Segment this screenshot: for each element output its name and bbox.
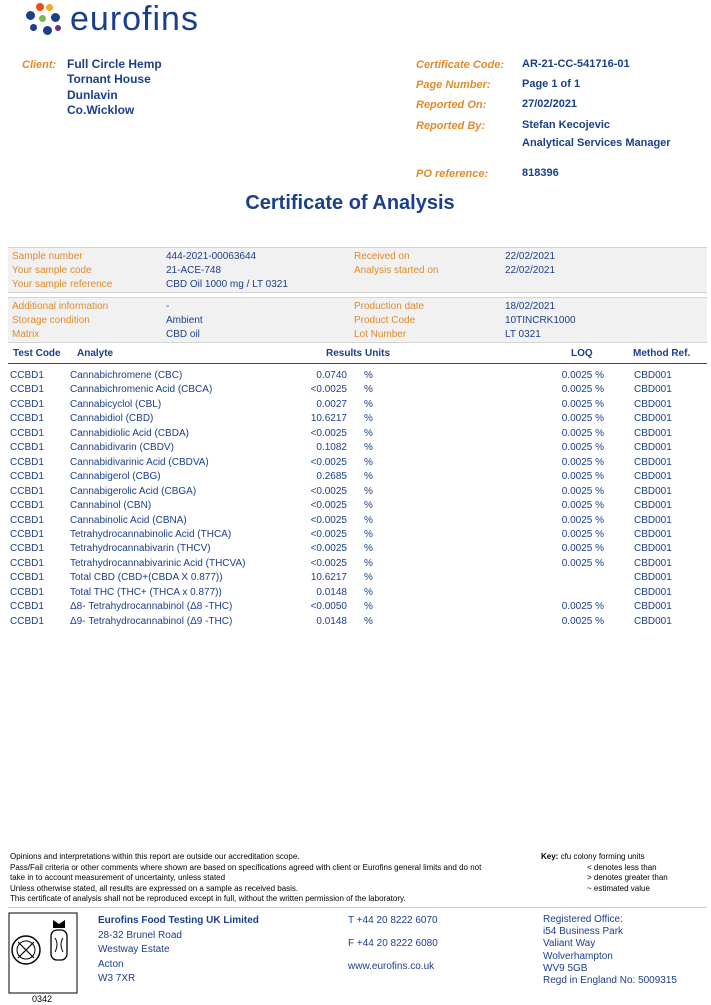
page-title: Certificate of Analysis: [245, 192, 455, 214]
result-analyte: Cannabidivarinic Acid (CBDVA): [70, 456, 209, 468]
info-value: 21-ACE-748: [166, 265, 222, 276]
result-unit: %: [364, 370, 373, 381]
disclaimer-line: Opinions and interpretations within this report are outside our accreditation scope.: [10, 852, 300, 861]
result-test-code: CCBD1: [10, 427, 44, 439]
result-method-ref: CBD001: [634, 471, 672, 483]
result-loq: 0.0025 %: [561, 615, 604, 627]
client-address: [67, 57, 162, 118]
registered-line: i54 Business Park: [543, 926, 624, 938]
reported-by: Stefan Kecojevic: [522, 119, 611, 131]
info-label: Matrix: [12, 329, 40, 340]
disclaimer-line: Pass/Fail criteria or other comments where shown are based on specifications agreed with client or Eurofins general limits and do not: [10, 862, 482, 872]
key-item: > denotes greater than: [587, 873, 668, 882]
result-method-ref: CBD001: [634, 601, 672, 613]
info-label: Production date: [354, 301, 425, 312]
certificate-code-label: Certificate Code:: [416, 59, 505, 71]
result-value: 0.1082: [316, 442, 347, 454]
info-row: [8, 315, 707, 329]
result-unit: %: [364, 456, 373, 468]
client-line: Dunlavin: [67, 87, 118, 102]
result-test-code: CCBD1: [10, 471, 44, 483]
result-method-ref: CBD001: [634, 528, 672, 540]
registered-line: Wolverhampton: [543, 950, 613, 962]
table-row: [0, 471, 711, 485]
table-row: [0, 399, 711, 413]
footer-registered-office: [543, 914, 677, 987]
header-results: Results: [326, 348, 363, 359]
result-analyte: Cannabinol (CBN): [70, 500, 152, 512]
result-test-code: CCBD1: [10, 514, 44, 526]
result-value: <0.0025: [310, 384, 347, 396]
table-row: [0, 543, 711, 557]
table-row: [0, 413, 711, 427]
result-method-ref: CBD001: [634, 485, 672, 497]
info-value: 444-2021-00063644: [166, 251, 257, 262]
result-value: 0.2685: [316, 471, 347, 483]
info-row: [8, 329, 707, 343]
result-value: <0.0025: [310, 485, 347, 497]
result-test-code: CCBD1: [10, 586, 44, 598]
registered-line: Regd in England No: 5009315: [543, 975, 677, 987]
result-loq: 0.0025 %: [561, 528, 604, 540]
header-analyte: Analyte: [77, 348, 114, 359]
certificate-code: AR-21-CC-541716-01: [522, 58, 630, 70]
result-loq: 0.0025 %: [561, 514, 604, 526]
result-test-code: CCBD1: [10, 485, 44, 497]
po-reference: 818396: [522, 167, 559, 179]
key-label: Key:: [541, 852, 559, 861]
results-table-body: [0, 370, 711, 630]
table-row: [0, 515, 711, 529]
footer-company-block: [98, 914, 259, 987]
result-method-ref: CBD001: [634, 456, 672, 468]
table-row: [0, 370, 711, 384]
result-loq: 0.0025 %: [561, 543, 604, 555]
result-value: <0.0025: [310, 543, 347, 555]
reported-by-label: Reported By:: [416, 120, 486, 132]
result-unit: %: [364, 485, 373, 497]
result-loq: 0.0025 %: [561, 601, 604, 613]
result-analyte: Cannabidiolic Acid (CBDA): [70, 427, 189, 439]
reported-on-label: Reported On:: [416, 99, 487, 111]
result-value: 0.0148: [316, 586, 347, 598]
info-value: 18/02/2021: [505, 301, 556, 312]
result-value: 10.6217: [310, 572, 347, 584]
result-test-code: CCBD1: [10, 442, 44, 454]
footer-company-name: Eurofins Food Testing UK Limited: [98, 915, 259, 926]
result-loq: 0.0025 %: [561, 557, 604, 569]
client-label: Client:: [22, 59, 57, 71]
footer-address-line: Acton: [98, 958, 124, 970]
footer-fax: F +44 20 8222 6080: [348, 938, 438, 949]
result-test-code: CCBD1: [10, 398, 44, 410]
info-row: [8, 265, 707, 279]
result-value: <0.0025: [310, 456, 347, 468]
result-analyte: Cannabichromene (CBC): [70, 370, 183, 381]
footer-address-line: W3 7XR: [98, 973, 136, 984]
result-unit: %: [364, 413, 373, 425]
table-row: [0, 572, 711, 586]
result-analyte: Tetrahydrocannabinolic Acid (THCA): [70, 528, 232, 540]
info-value: -: [166, 301, 170, 312]
result-method-ref: CBD001: [634, 384, 672, 396]
table-row: [0, 587, 711, 601]
result-analyte: Cannabidiol (CBD): [70, 413, 154, 425]
result-method-ref: CBD001: [634, 398, 672, 410]
info-label: Product Code: [354, 315, 416, 326]
info-value: CBD oil: [166, 329, 200, 340]
footer-telephone: T +44 20 8222 6070: [348, 915, 438, 926]
result-test-code: CCBD1: [10, 413, 44, 425]
result-loq: 0.0025 %: [561, 485, 604, 497]
footer-address-line: 28-32 Brunel Road: [98, 929, 182, 941]
result-unit: %: [364, 615, 373, 627]
eurofins-dots-icon: [22, 1, 66, 37]
reported-on: 27/02/2021: [522, 98, 578, 110]
result-value: <0.0025: [310, 528, 347, 540]
result-value: 0.0148: [316, 615, 347, 627]
table-row: [0, 500, 711, 514]
footer-divider: [8, 907, 707, 908]
eurofins-logo: [22, 0, 199, 38]
result-analyte: Cannabicyclol (CBL): [70, 398, 162, 410]
client-line: Co.Wicklow: [67, 102, 135, 117]
key-item: ~ estimated value: [587, 883, 650, 893]
sample-info-box: [8, 247, 707, 293]
result-loq: 0.0025 %: [561, 370, 604, 381]
table-row: [0, 616, 711, 630]
result-loq: 0.0025 %: [561, 471, 604, 483]
result-unit: %: [364, 384, 373, 396]
result-loq: 0.0025 %: [561, 500, 604, 512]
info-value: 10TINCRK1000: [505, 315, 576, 326]
result-method-ref: CBD001: [634, 557, 672, 569]
header-units: Units: [365, 348, 390, 359]
footer-address-line: Westway Estate: [98, 944, 170, 955]
result-loq: 0.0025 %: [561, 413, 604, 425]
result-test-code: CCBD1: [10, 500, 44, 512]
result-method-ref: CBD001: [634, 514, 672, 526]
result-test-code: CCBD1: [10, 528, 44, 540]
disclaimer-line: take in to account measurement of uncertainty, unless stated: [10, 873, 226, 882]
brand-name: eurofins: [70, 0, 199, 38]
result-method-ref: CBD001: [634, 427, 672, 439]
result-value: 0.0027: [316, 398, 347, 410]
result-unit: %: [364, 601, 373, 613]
client-line: Full Circle Hemp: [67, 57, 162, 71]
result-analyte: Cannabigerolic Acid (CBGA): [70, 485, 197, 497]
product-info-box: [8, 297, 707, 343]
result-test-code: CCBD1: [10, 370, 44, 381]
registered-line: Valiant Way: [543, 938, 596, 950]
accreditation-number: 0342: [32, 994, 53, 1004]
result-unit: %: [364, 586, 373, 598]
info-value: CBD Oil 1000 mg / LT 0321: [166, 279, 288, 290]
info-value: LT 0321: [505, 329, 541, 340]
page-number-label: Page Number:: [416, 79, 491, 91]
info-label: Lot Number: [354, 329, 407, 340]
result-loq: 0.0025 %: [561, 384, 604, 396]
info-label: Your sample reference: [12, 279, 113, 290]
result-analyte: Δ8- Tetrahydrocannabinol (Δ8 -THC): [70, 601, 233, 613]
key-item: cfu colony forming units: [560, 852, 645, 861]
table-row: [0, 428, 711, 442]
result-analyte: Cannabichromenic Acid (CBCA): [70, 384, 213, 396]
result-analyte: Δ9- Tetrahydrocannabinol (Δ9 -THC): [70, 615, 233, 627]
result-loq: 0.0025 %: [561, 427, 604, 439]
result-loq: 0.0025 %: [561, 398, 604, 410]
table-row: [0, 529, 711, 543]
result-method-ref: CBD001: [634, 615, 672, 627]
result-unit: %: [364, 528, 373, 540]
info-row: [8, 251, 707, 265]
result-unit: %: [364, 427, 373, 439]
result-test-code: CCBD1: [10, 601, 44, 613]
result-unit: %: [364, 471, 373, 483]
result-analyte: Cannabidivarin (CBDV): [70, 442, 174, 454]
page-number: Page 1 of 1: [522, 78, 581, 90]
results-table-header: [8, 345, 707, 364]
result-value: <0.0025: [310, 500, 347, 512]
disclaimer-line: This certificate of analysis shall not be reproduced except in full, without the written permission of the laboratory.: [10, 894, 406, 903]
disclaimer: [10, 852, 540, 905]
result-value: <0.0025: [310, 557, 347, 569]
result-test-code: CCBD1: [10, 572, 44, 584]
info-value: Ambient: [166, 315, 203, 326]
result-method-ref: CBD001: [634, 500, 672, 512]
header-method-ref: Method Ref.: [633, 348, 691, 359]
client-line: Tornant House: [67, 72, 151, 87]
result-analyte: Total THC (THC+ (THCA x 0.877)): [70, 586, 222, 598]
registered-line: Registered Office:: [543, 914, 623, 925]
result-unit: %: [364, 514, 373, 526]
info-label: Analysis started on: [354, 265, 439, 276]
footer-website-link[interactable]: www.eurofins.co.uk: [348, 961, 435, 972]
info-label: Additional information: [12, 301, 109, 312]
registered-line: WV9 5GB: [543, 962, 588, 974]
info-label: Received on: [354, 251, 410, 262]
result-analyte: Tetrahydrocannabivarin (THCV): [70, 543, 211, 555]
result-unit: %: [364, 572, 373, 584]
result-analyte: Cannabigerol (CBG): [70, 471, 161, 483]
result-loq: 0.0025 %: [561, 442, 604, 454]
result-value: <0.0025: [310, 427, 347, 439]
result-loq: 0.0025 %: [561, 456, 604, 468]
key-legend: [541, 852, 711, 894]
table-row: [0, 384, 711, 398]
ukas-accreditation-icon: [8, 912, 78, 994]
info-label: Your sample code: [12, 265, 92, 276]
result-value: <0.0025: [310, 514, 347, 526]
result-value: <0.0050: [310, 601, 347, 613]
result-method-ref: CBD001: [634, 413, 672, 425]
info-label: Sample number: [12, 251, 83, 262]
header-loq: LOQ: [571, 348, 593, 359]
info-label: Storage condition: [12, 315, 90, 326]
result-method-ref: CBD001: [634, 586, 672, 598]
table-row: [0, 442, 711, 456]
info-row: [8, 279, 707, 293]
disclaimer-line: Unless otherwise stated, all results are expressed on a sample as received basis.: [10, 883, 299, 893]
table-row: [0, 457, 711, 471]
result-method-ref: CBD001: [634, 543, 672, 555]
result-value: 0.0740: [316, 370, 347, 381]
table-row: [0, 486, 711, 500]
result-value: 10.6217: [310, 413, 347, 425]
result-analyte: Cannabinolic Acid (CBNA): [70, 514, 187, 526]
result-test-code: CCBD1: [10, 615, 44, 627]
key-item: < denotes less than: [587, 862, 657, 872]
result-unit: %: [364, 500, 373, 512]
info-value: 22/02/2021: [505, 251, 556, 262]
po-reference-label: PO reference:: [416, 168, 489, 180]
result-test-code: CCBD1: [10, 543, 44, 555]
table-row: [0, 558, 711, 572]
result-unit: %: [364, 442, 373, 454]
result-method-ref: CBD001: [634, 370, 672, 381]
result-unit: %: [364, 557, 373, 569]
info-row: [8, 301, 707, 315]
result-analyte: Total CBD (CBD+(CBDA X 0.877)): [70, 572, 223, 584]
result-analyte: Tetrahydrocannabivarinic Acid (THCVA): [70, 557, 246, 569]
result-test-code: CCBD1: [10, 557, 44, 569]
info-value: 22/02/2021: [505, 265, 556, 276]
result-test-code: CCBD1: [10, 456, 44, 468]
header-test-code: Test Code: [13, 348, 61, 359]
reported-by-title: Analytical Services Manager: [522, 137, 671, 149]
result-test-code: CCBD1: [10, 384, 44, 396]
table-row: [0, 601, 711, 615]
result-unit: %: [364, 543, 373, 555]
result-method-ref: CBD001: [634, 572, 672, 584]
result-unit: %: [364, 398, 373, 410]
result-method-ref: CBD001: [634, 442, 672, 454]
